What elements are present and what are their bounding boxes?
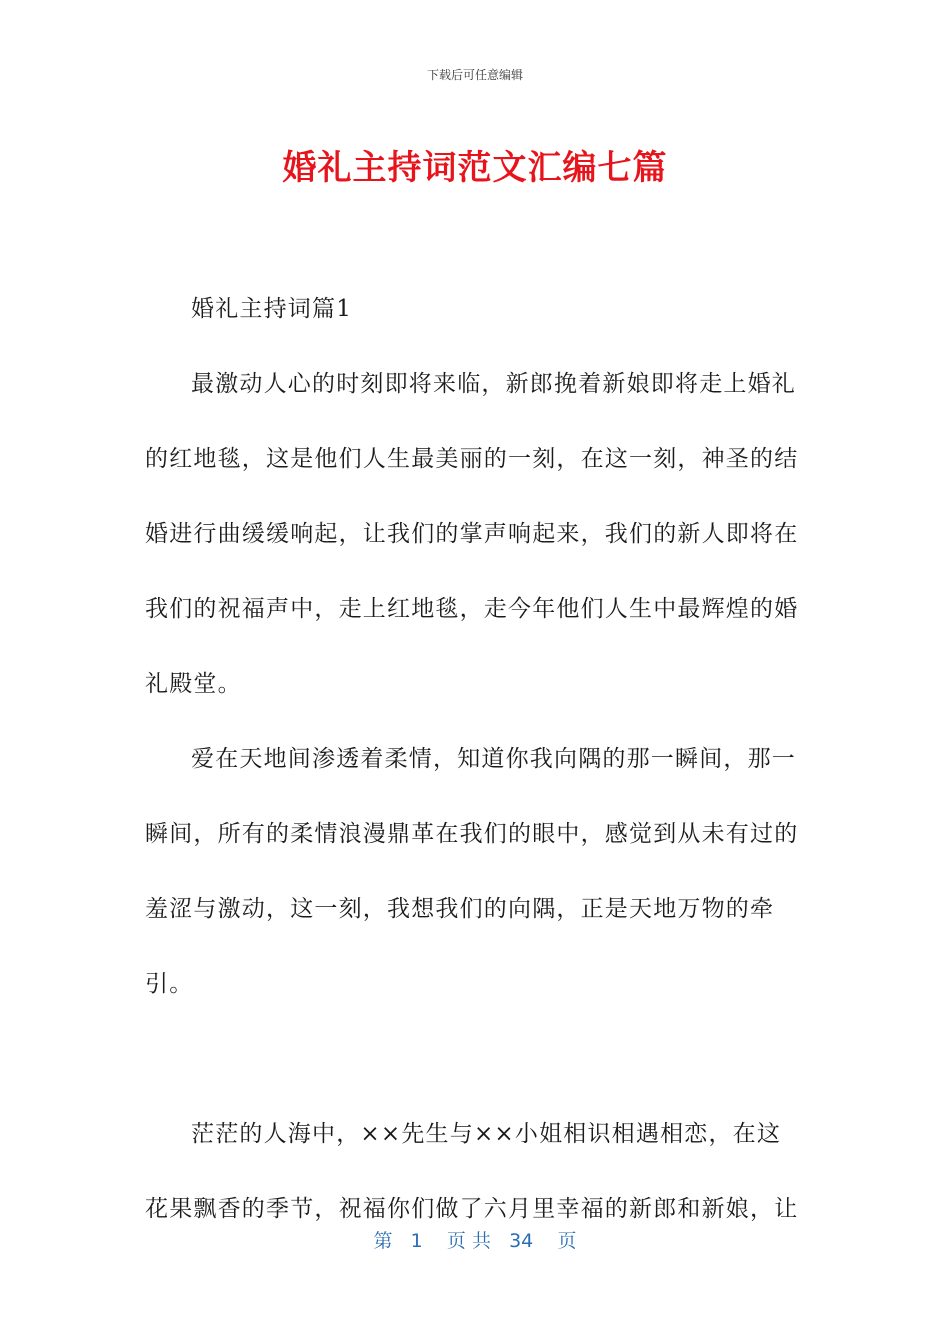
page-footer	[0, 1226, 950, 1253]
footer-suffix: 页	[557, 1230, 577, 1252]
paragraph: 爱在天地间渗透着柔情，知道你我向隅的那一瞬间，那一瞬间，所有的柔情浪漫鼎革在我们的眼中，感觉到从未有过的羞涩与激动，这一刻，我想我们的向隅，正是天地万物的牵引。	[145, 746, 799, 997]
footer-prefix: 第	[373, 1230, 393, 1252]
footer-total-pages: 34	[509, 1230, 534, 1252]
footer-page-number: 1	[410, 1230, 423, 1252]
header-note: 下载后可任意编辑	[426, 68, 523, 82]
footer-middle: 页 共	[446, 1230, 491, 1252]
section-heading: 婚礼主持词篇1	[191, 296, 353, 322]
paragraph: 茫茫的人海中，××先生与××小姐相识相遇相恋，在这花果飘香的季节，祝福你们做了六月里幸福的新郎和新娘，让	[145, 1121, 799, 1222]
paragraph: 最激动人心的时刻即将来临，新郎挽着新娘即将走上婚礼的红地毯，这是他们人生最美丽的一刻，在这一刻，神圣的结婚进行曲缓缓响起，让我们的掌声响起来，我们的新人即将在我们的祝福声中，走上红地毯，走今年他们人生中最辉煌的婚礼殿堂。	[145, 371, 799, 697]
document-body	[145, 272, 805, 1247]
document-title: 婚礼主持词范文汇编七篇	[282, 148, 668, 188]
